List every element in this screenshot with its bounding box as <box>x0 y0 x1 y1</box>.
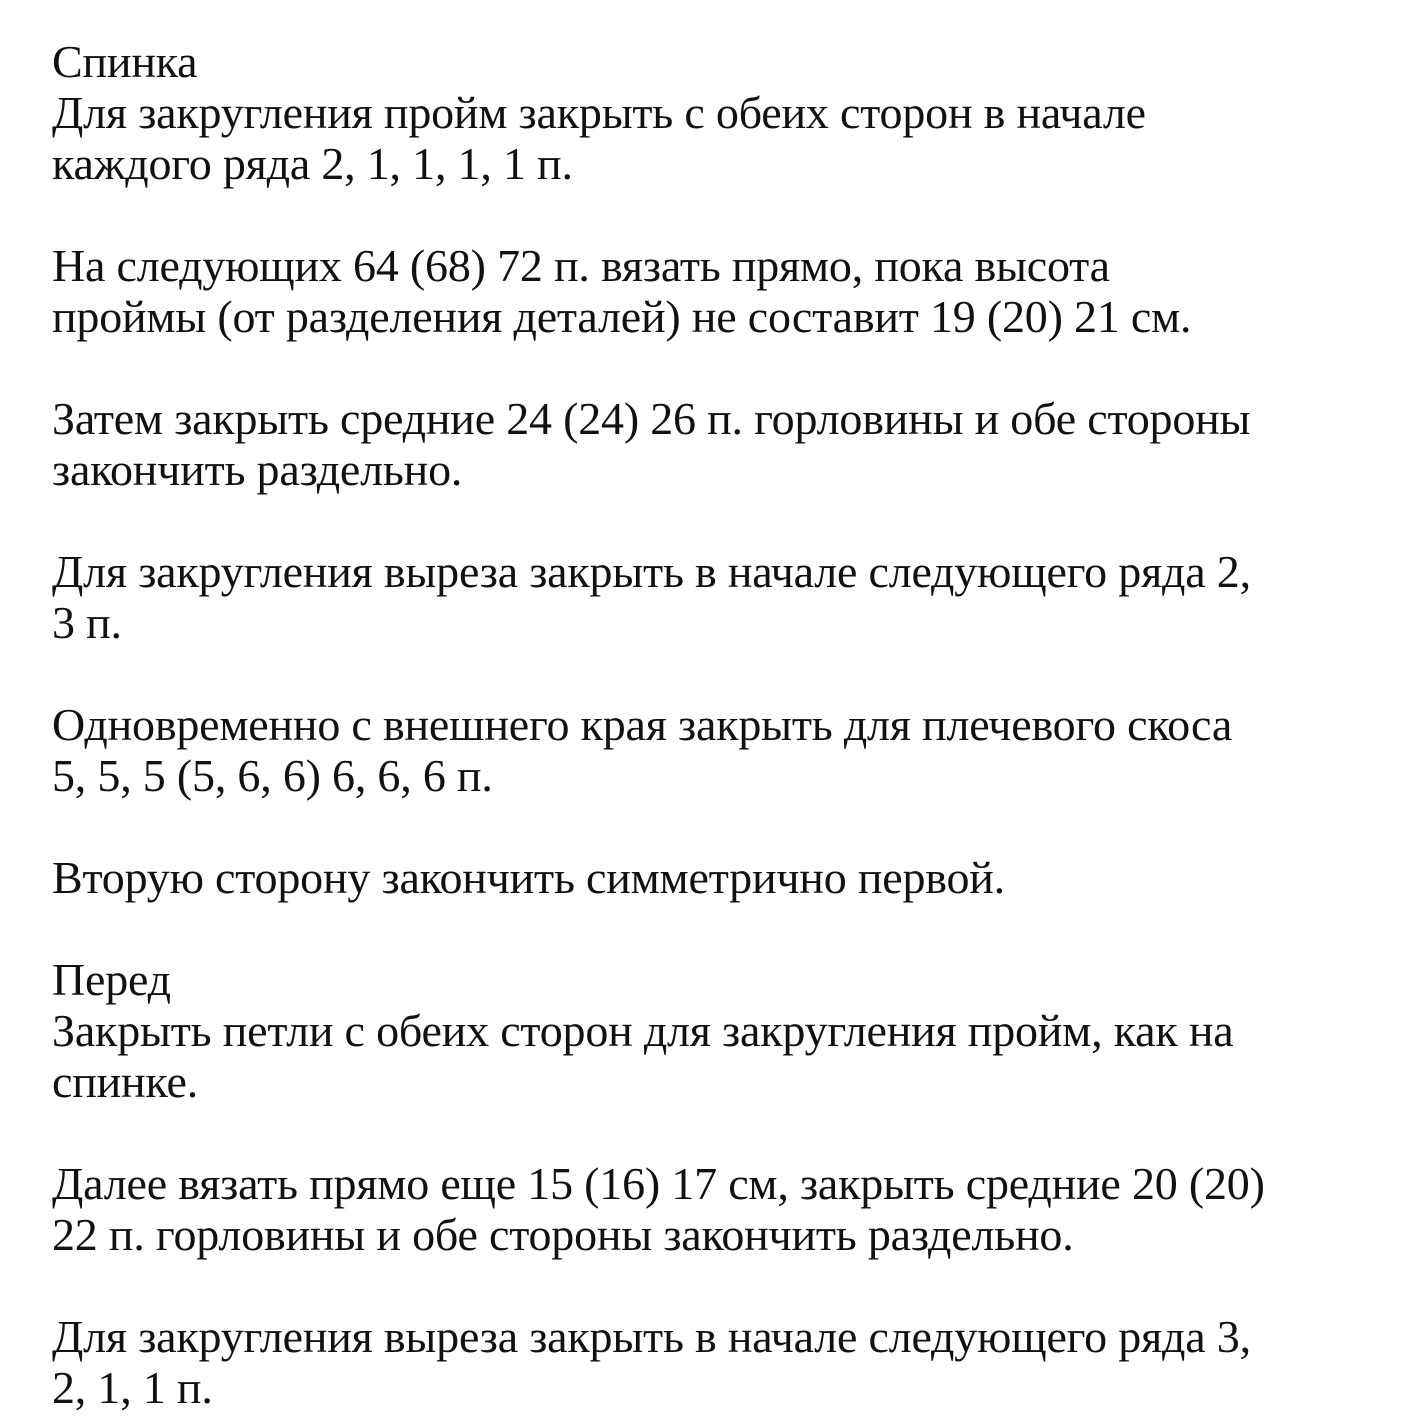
back-p3-line2: закончить раздельно. <box>52 444 463 495</box>
front-p2-line1: Далее вязать прямо еще 15 (16) 17 см, закрыть средние 20 (20) <box>52 1158 1265 1209</box>
back-p5-line1: Одновременно с внешнего края закрыть для плечевого скоса <box>52 699 1233 750</box>
front-p1-line1: Закрыть петли с обеих сторон для закругления пройм, как на <box>52 1005 1234 1056</box>
knitting-instructions <box>52 36 1392 1413</box>
back-p3-line1: Затем закрыть средние 24 (24) 26 п. горловины и обе стороны <box>52 393 1251 444</box>
back-p2-line1: На следующих 64 (68) 72 п. вязать прямо, пока высота <box>52 240 1110 291</box>
front-p3-line2: 2, 1, 1 п. <box>52 1362 213 1413</box>
paragraph-gap <box>52 1107 1392 1158</box>
paragraph-gap <box>52 648 1392 699</box>
paragraph-gap <box>52 801 1392 852</box>
back-p4-line1: Для закругления выреза закрыть в начале следующего ряда 2, <box>52 546 1251 597</box>
back-p6-line1: Вторую сторону закончить симметрично первой. <box>52 852 1005 903</box>
paragraph-gap <box>52 495 1392 546</box>
paragraph-gap <box>52 189 1392 240</box>
front-p2-line2: 22 п. горловины и обе стороны закончить раздельно. <box>52 1209 1074 1260</box>
back-p5-line2: 5, 5, 5 (5, 6, 6) 6, 6, 6 п. <box>52 750 493 801</box>
paragraph-gap <box>52 342 1392 393</box>
paragraph-gap <box>52 1260 1392 1311</box>
back-p4-line2: 3 п. <box>52 597 122 648</box>
section-heading-front: Перед <box>52 954 171 1005</box>
back-p1-line2: каждого ряда 2, 1, 1, 1, 1 п. <box>52 138 573 189</box>
front-p3-line1: Для закругления выреза закрыть в начале следующего ряда 3, <box>52 1311 1251 1362</box>
section-heading-back: Спинка <box>52 36 198 87</box>
back-p2-line2: проймы (от разделения деталей) не составит 19 (20) 21 см. <box>52 291 1192 342</box>
front-p1-line2: спинке. <box>52 1056 198 1107</box>
back-p1-line1: Для закругления пройм закрыть с обеих сторон в начале <box>52 87 1146 138</box>
paragraph-gap <box>52 903 1392 954</box>
